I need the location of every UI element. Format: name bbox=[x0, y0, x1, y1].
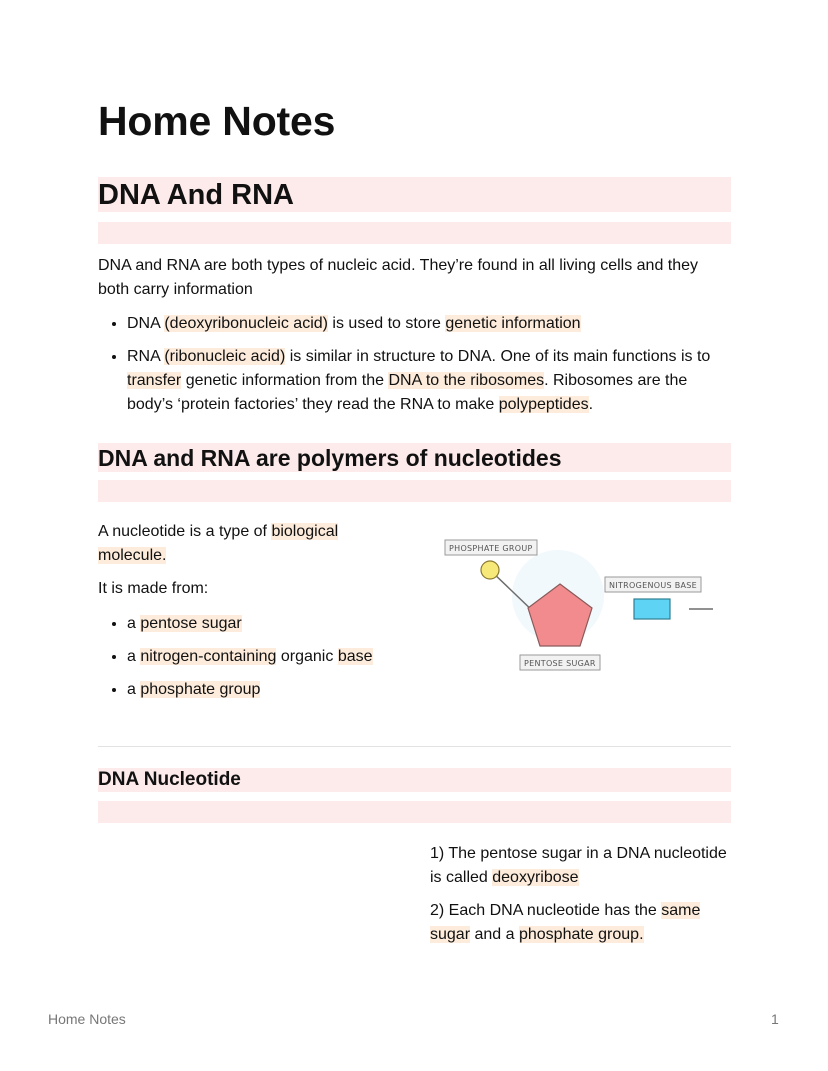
dna-rna-bullet-list bbox=[98, 312, 731, 426]
svg-text:PENTOSE SUGAR: PENTOSE SUGAR bbox=[524, 659, 596, 668]
pentose-sugar-label-box bbox=[520, 655, 600, 670]
nitrogenous-base-label-box bbox=[605, 577, 701, 592]
svg-text:NITROGENOUS BASE: NITROGENOUS BASE bbox=[609, 581, 697, 590]
svg-text:PHOSPHATE GROUP: PHOSPHATE GROUP bbox=[449, 544, 533, 553]
section-spacer-band bbox=[98, 801, 731, 823]
list-item: • a phosphate group bbox=[127, 678, 377, 702]
section-spacer-band bbox=[98, 222, 731, 244]
page-title: Home Notes bbox=[98, 98, 336, 144]
made-from-label: It is made from: bbox=[98, 580, 209, 597]
list-item: • a pentose sugar bbox=[127, 612, 377, 636]
section-heading-dna-nucleotide: DNA Nucleotide bbox=[98, 769, 241, 790]
nucleotide-components-list bbox=[98, 612, 377, 711]
section-heading-polymers: DNA and RNA are polymers of nucleotides bbox=[98, 445, 562, 471]
list-item: • a nitrogen-containing organic base bbox=[127, 645, 377, 669]
section-divider bbox=[98, 746, 731, 747]
section-spacer-band bbox=[98, 480, 731, 502]
list-item: • DNA (deoxyribonucleic acid) is used to store genetic information bbox=[127, 312, 731, 336]
dna-nucleotide-point-1: 1) The pentose sugar in a DNA nucleotide is called deoxyribose bbox=[430, 845, 727, 886]
list-item: • RNA (ribonucleic acid) is similar in structure to DNA. One of its main functions is to transfer genetic information from the DNA to the ribosomes. Ribosomes are the body’s ‘protein factories’ they read the RNA to make polypeptides. bbox=[127, 345, 731, 417]
page-number: 1 bbox=[771, 1011, 779, 1027]
phosphate-group-shape bbox=[481, 561, 499, 579]
nitrogenous-base-shape bbox=[634, 599, 670, 619]
nucleotide-diagram-final bbox=[443, 532, 713, 682]
footer-title: Home Notes bbox=[48, 1011, 126, 1027]
section-heading-dna-rna: DNA And RNA bbox=[98, 179, 294, 211]
dna-nucleotide-point-2: 2) Each DNA nucleotide has the same sugar and a phosphate group. bbox=[430, 902, 701, 943]
nucleotide-intro: A nucleotide is a type of biological molecule. bbox=[98, 523, 339, 564]
phosphate-label-box bbox=[445, 540, 537, 555]
dna-rna-intro: DNA and RNA are both types of nucleic acid. They’re found in all living cells and they both carry information bbox=[98, 257, 699, 298]
